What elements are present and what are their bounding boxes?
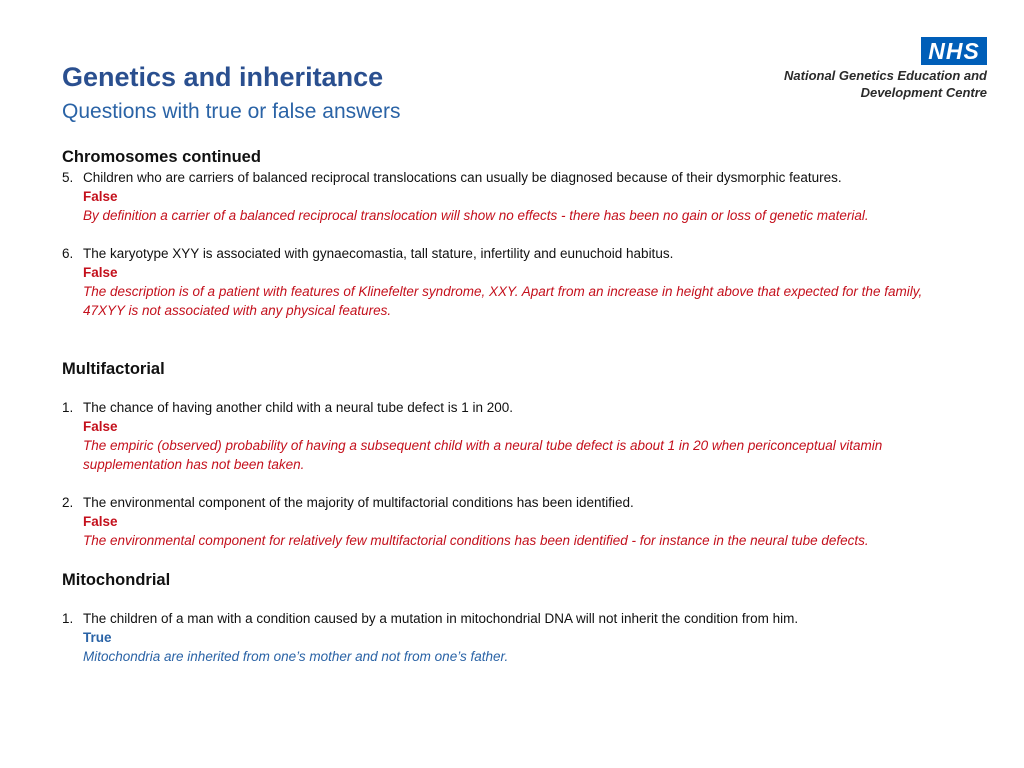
question-number: 2. <box>62 495 74 510</box>
question-number: 1. <box>62 611 74 626</box>
section-mitochondrial <box>62 569 962 666</box>
answer-label: False <box>83 514 118 529</box>
question-content <box>62 146 962 666</box>
question-text: Children who are carriers of balanced reciprocal translocations can usually be diagnosed because of their dysmorphic features. <box>83 170 842 185</box>
section-title: Mitochondrial <box>62 571 171 589</box>
question-item <box>62 244 962 320</box>
answer-explanation: Mitochondria are inherited from one’s mother and not from one’s father. <box>83 649 509 664</box>
organization-name-line2: Development Centre <box>860 85 987 100</box>
answer-label: False <box>83 265 118 280</box>
answer-label: True <box>83 630 112 645</box>
question-item <box>62 168 962 225</box>
organization-name <box>784 67 987 101</box>
answer-explanation: By definition a carrier of a balanced reciprocal translocation will show no effects - there has been no gain or loss of genetic material. <box>83 208 869 223</box>
question-item <box>62 493 962 550</box>
nhs-logo: NHS <box>921 37 987 65</box>
page-title: Genetics and inheritance <box>62 62 384 92</box>
answer-label: False <box>83 189 118 204</box>
answer-label: False <box>83 419 118 434</box>
question-item <box>62 398 962 474</box>
section-title: Chromosomes continued <box>62 148 261 166</box>
question-text: The environmental component of the majority of multifactorial conditions has been identified. <box>83 495 634 510</box>
answer-explanation: The empiric (observed) probability of having a subsequent child with a neural tube defect is about 1 in 20 when periconceptual vitamin supplementation has not been taken. <box>83 438 883 472</box>
question-text: The children of a man with a condition caused by a mutation in mitochondrial DNA will not inherit the condition from him. <box>83 611 799 626</box>
section-chromosomes <box>62 146 962 320</box>
question-number: 6. <box>62 246 74 261</box>
answer-explanation: The environmental component for relatively few multifactorial conditions has been identified - for instance in the neural tube defects. <box>83 533 869 548</box>
question-text: The karyotype XYY is associated with gynaecomastia, tall stature, infertility and eunuchoid habitus. <box>83 246 674 261</box>
answer-explanation: The description is of a patient with features of Klinefelter syndrome, XXY. Apart from an increase in height above that expected for the family, 47XYY is not associated with any physical features. <box>83 284 923 318</box>
question-item <box>62 609 962 666</box>
section-title: Multifactorial <box>62 360 165 378</box>
page-subtitle: Questions with true or false answers <box>62 100 401 123</box>
question-number: 1. <box>62 400 74 415</box>
section-multifactorial <box>62 358 962 550</box>
organization-name-line1: National Genetics Education and <box>784 68 987 83</box>
question-text: The chance of having another child with a neural tube defect is 1 in 200. <box>83 400 514 415</box>
question-number: 5. <box>62 170 74 185</box>
